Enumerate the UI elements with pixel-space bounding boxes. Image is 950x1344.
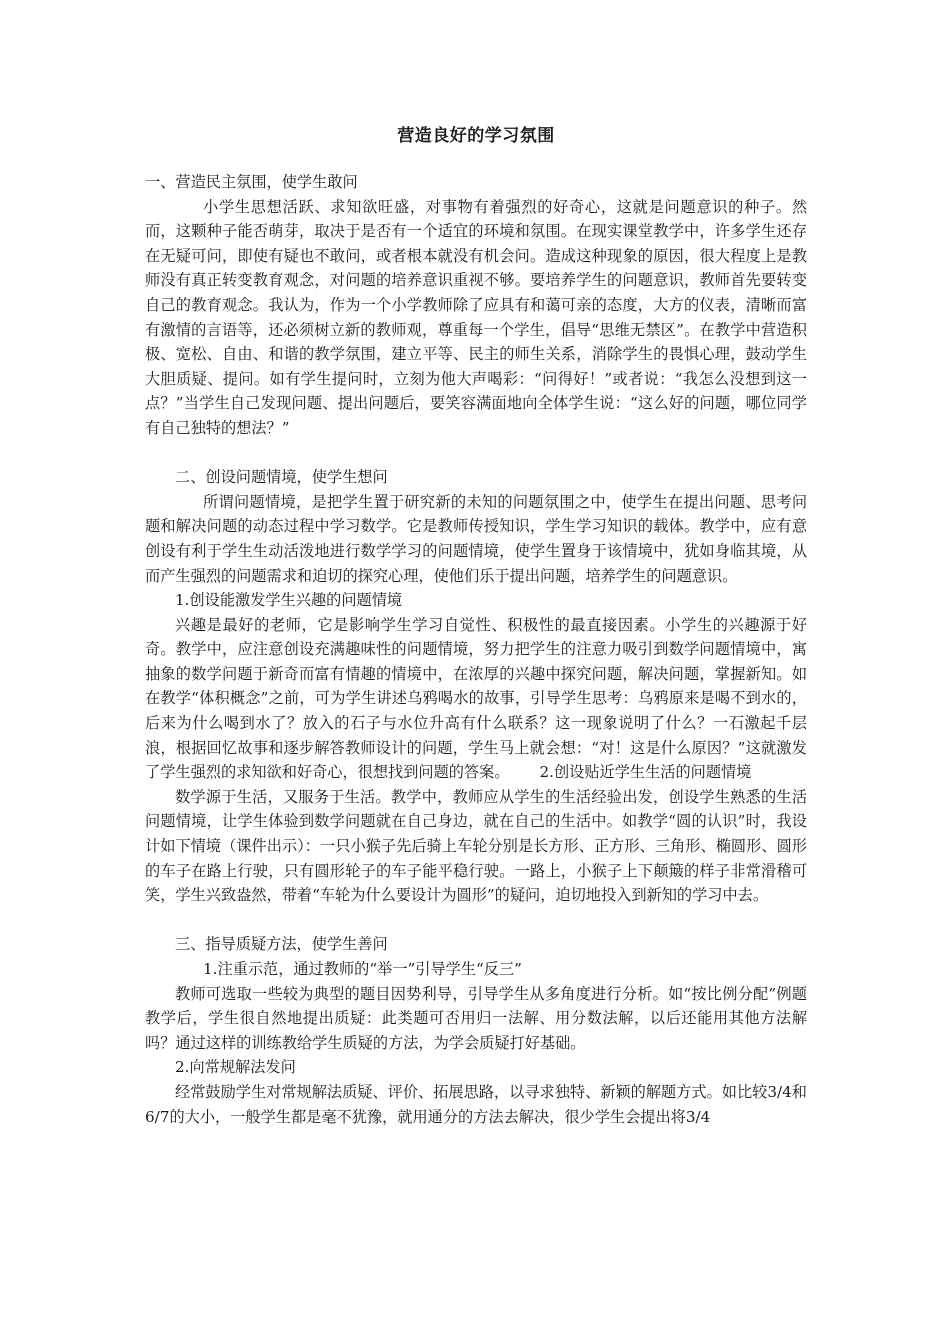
section-heading-1: 一、营造民主氛围，使学生敢问 xyxy=(145,173,358,191)
section-1-paragraph: 小学生思想活跃、求知欲旺盛，对事物有着强烈的好奇心，这就是问题意识的种子。然而，这颗种子能否萌芽，取决于是否有一个适宜的环境和氛围。在现实课堂教学中，许多学生还存在无疑可问，即使有疑也不敢问，或者根本就没有机会问。造成这种现象的原因，很大程度上是教师没有真正转变教育观念，对问题的培养意识重视不够。要培养学生的问题意识，教师首先要转变自己的教育观念。我认为，作为一个小学教师除了应具有和蔼可亲的态度，大方的仪表，清晰而富有激情的言语等，还必须树立新的教师观，尊重每一个学生，倡导“思维无禁区”。在教学中营造积极、宽松、自由、和谐的教学氛围，建立平等、民主的师生关系，消除学生的畏惧心理，鼓动学生大胆质疑、提问。如有学生提问时，立刻为他大声喝彩：“问得好！”或者说：“我怎么没想到这一点？”当学生自己发现问题、提出问题后，要笑容满面地向全体学生说：“这么好的问题，哪位同学有自己独特的想法？” xyxy=(145,197,807,437)
section-3-sub1-heading: 1.注重示范，通过教师的“举一”引导学生“反三” xyxy=(203,960,522,978)
section-3-sub2-paragraph: 经常鼓励学生对常规解法质疑、评价、拓展思路，以寻求独特、新颖的解题方式。如比较3/4和6/7的大小，一般学生都是毫不犹豫，就用通分的方法去解决，很少学生会提出将3/4 xyxy=(145,1082,807,1126)
section-2-sub1-paragraph xyxy=(145,613,807,785)
section-2-paragraph: 所谓问题情境，是把学生置于研究新的未知的问题氛围之中，使学生在提出问题、思考问题和解决问题的动态过程中学习数学。它是教师传授知识，学生学习知识的载体。教学中，应有意创设有利于学生生动活泼地进行数学学习的问题情境，使学生置身于该情境中，犹如身临其境，从而产生强烈的问题需求和迫切的探究心理，使他们乐于提出问题，培养学生的问题意识。 xyxy=(145,492,807,585)
section-3-sub2-heading: 2.向常规解法发问 xyxy=(175,1058,296,1077)
section-2-sub2-paragraph: 数学源于生活，又服务于生活。教学中，教师应从学生的生活经验出发，创设学生熟悉的生活问题情境，让学生体验到数学问题就在自己身边，就在自己的生活中。如教学“圆的认识”时，我设计如下情境（课件出示）：一只小猴子先后骑上车轮分别是长方形、正方形、三角形、椭圆形、圆形的车子在路上行驶，只有圆形轮子的车子能平稳行驶。一路上，小猴子上下颠簸的样子非常滑稽可笑，学生兴致盎然，带着“车轮为什么要设计为圆形”的疑问，迫切地投入到新知的学习中去。 xyxy=(145,787,807,905)
section-heading-2: 二、创设问题情境，使学生想问 xyxy=(175,468,388,487)
section-3-sub1-paragraph: 教师可选取一些较为典型的题目因势利导，引导学生从多角度进行分析。如“按比例分配”例题教学后，学生很自然地提出质疑：此类题可否用归一法解、用分数法解，以后还能用其他方法解吗？通过这样的训练教给学生质疑的方法，为学会质疑打好基础。 xyxy=(145,984,807,1052)
spacer xyxy=(145,441,807,466)
spacer xyxy=(145,908,807,933)
document-body xyxy=(145,170,807,1129)
section-heading-3: 三、指导质疑方法，使学生善问 xyxy=(175,935,388,954)
document-title: 营造良好的学习氛围 xyxy=(397,126,555,146)
section-2-sub1-text: 兴趣是最好的老师，它是影响学生学习自觉性、积极性的最直接因素。小学生的兴趣源于好奇。教学中，应注意创设充满趣味性的问题情境，努力把学生的注意力吸引到数学问题情境中，寓抽象的数学问题于新奇而富有情趣的情境中，在浓厚的兴趣中探究问题，解决问题，掌握新知。如在教学“体积概念”之前，可为学生讲述乌鸦喝水的故事，引导学生思考：乌鸦原来是喝不到水的，后来为什么喝到水了？放入的石子与水位升高有什么联系？这一现象说明了什么？一石激起千层浪，根据回忆故事和逐步解答教师设计的问题，学生马上就会想：“对！这是什么原因？”这就激发了学生强烈的求知欲和好奇心，很想找到问题的答案。 xyxy=(145,615,807,782)
section-2-sub1-heading: 1.创设能激发学生兴趣的问题情境 xyxy=(175,591,403,610)
section-2-sub2-heading: 2.创设贴近学生生活的问题情境 xyxy=(539,763,752,782)
